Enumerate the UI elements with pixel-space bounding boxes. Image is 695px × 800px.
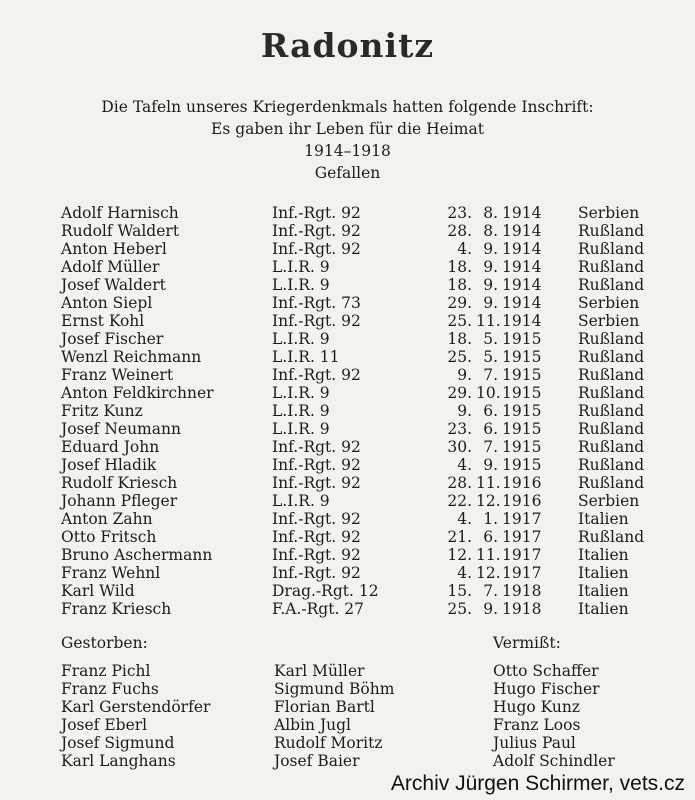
fallen-name: Franz Kriesch [61,600,172,618]
fallen-date-month: 8. [483,222,498,240]
fallen-date-year: 1915 [502,366,542,384]
missing-name: Adolf Schindler [493,752,615,770]
fallen-row [0,600,695,618]
fallen-date-day: 28. [447,474,472,492]
fallen-date-year: 1914 [502,294,542,312]
fallen-date-day: 18. [447,258,472,276]
fallen-date-year: 1914 [502,258,542,276]
fallen-date-month: 7. [483,366,498,384]
fallen-name: Franz Weinert [61,366,174,384]
fallen-date-day: 25. [447,600,472,618]
fallen-place: Serbien [578,294,640,312]
fallen-row [0,564,695,582]
fallen-date-year: 1914 [502,240,542,258]
fallen-date-day: 18. [447,276,472,294]
fallen-date-year: 1918 [502,600,542,618]
fallen-date-day: 23. [447,204,472,222]
fallen-place: Italien [578,564,629,582]
fallen-date-day: 23. [447,420,472,438]
fallen-date-year: 1917 [502,510,542,528]
fallen-unit: Inf.-Rgt. 92 [272,204,361,222]
fallen-place: Rußland [578,366,645,384]
fallen-date-day: 9. [457,366,472,384]
fallen-date-day: 21. [447,528,472,546]
fallen-date-year: 1914 [502,204,542,222]
fallen-place: Serbien [578,492,640,510]
died-name: Franz Pichl [61,662,151,680]
fallen-date-year: 1917 [502,564,542,582]
fallen-date-day: 22. [447,492,472,510]
missing-name: Hugo Fischer [493,680,600,698]
fallen-row [0,240,695,258]
fallen-name: Anton Feldkirchner [61,384,214,402]
died-name: Josef Sigmund [61,734,175,752]
fallen-row [0,402,695,420]
fallen-date-year: 1916 [502,492,542,510]
fallen-row [0,204,695,222]
fallen-name: Rudolf Kriesch [61,474,178,492]
fallen-name: Adolf Müller [61,258,160,276]
fallen-name: Ernst Kohl [61,312,145,330]
fallen-name: Johann Pfleger [61,492,178,510]
fallen-date-year: 1915 [502,456,542,474]
died-name: Karl Langhans [61,752,176,770]
fallen-name: Josef Waldert [61,276,166,294]
fallen-row [0,222,695,240]
fallen-date-month: 9. [483,456,498,474]
fallen-date-month: 12. [476,564,501,582]
died-list-column-1 [61,662,210,770]
fallen-date-day: 29. [447,294,472,312]
fallen-row [0,330,695,348]
fallen-name: Fritz Kunz [61,402,143,420]
fallen-date-month: 9. [483,294,498,312]
fallen-place: Rußland [578,456,645,474]
died-name: Josef Baier [274,752,360,770]
fallen-date-month: 12. [476,492,501,510]
fallen-row [0,456,695,474]
fallen-unit: L.I.R. 9 [272,258,330,276]
fallen-row [0,582,695,600]
fallen-place: Serbien [578,204,640,222]
fallen-unit: L.I.R. 9 [272,492,330,510]
fallen-date-month: 5. [483,330,498,348]
fallen-place: Serbien [578,312,640,330]
missing-heading: Vermißt: [493,634,561,652]
fallen-unit: L.I.R. 11 [272,348,340,366]
fallen-unit: L.I.R. 9 [272,402,330,420]
fallen-date-year: 1915 [502,348,542,366]
fallen-date-year: 1915 [502,438,542,456]
missing-name: Hugo Kunz [493,698,581,716]
died-name: Rudolf Moritz [274,734,383,752]
fallen-unit: L.I.R. 9 [272,384,330,402]
fallen-unit: Inf.-Rgt. 92 [272,240,361,258]
fallen-name: Josef Neumann [61,420,181,438]
fallen-place: Rußland [578,240,645,258]
archive-watermark: Archiv Jürgen Schirmer, vets.cz [385,770,687,798]
fallen-row [0,492,695,510]
intro-text [0,96,695,184]
fallen-unit: Inf.-Rgt. 92 [272,312,361,330]
fallen-date-month: 9. [483,258,498,276]
fallen-unit: F.A.-Rgt. 27 [272,600,365,618]
fallen-row [0,528,695,546]
fallen-name: Otto Fritsch [61,528,157,546]
fallen-place: Rußland [578,402,645,420]
fallen-place: Italien [578,510,629,528]
missing-list [493,662,615,770]
fallen-row [0,546,695,564]
fallen-date-day: 4. [457,240,472,258]
fallen-date-month: 7. [483,582,498,600]
fallen-name: Anton Heberl [61,240,167,258]
fallen-name: Josef Fischer [61,330,164,348]
fallen-date-day: 12. [447,546,472,564]
fallen-date-year: 1914 [502,312,542,330]
missing-name: Otto Schaffer [493,662,599,680]
fallen-date-day: 30. [447,438,472,456]
fallen-name: Adolf Harnisch [61,204,179,222]
missing-name: Julius Paul [493,734,576,752]
fallen-place: Rußland [578,222,645,240]
died-name: Florian Bartl [274,698,375,716]
missing-name: Franz Loos [493,716,581,734]
fallen-row [0,474,695,492]
died-list-column-2 [274,662,394,770]
fallen-unit: Inf.-Rgt. 92 [272,456,361,474]
fallen-name: Bruno Aschermann [61,546,213,564]
fallen-date-year: 1914 [502,276,542,294]
fallen-unit: Inf.-Rgt. 92 [272,438,361,456]
fallen-date-year: 1914 [502,222,542,240]
fallen-unit: Inf.-Rgt. 92 [272,474,361,492]
fallen-row [0,366,695,384]
intro-dedication-line: Es gaben ihr Leben für die Heimat [211,120,484,138]
fallen-name: Rudolf Waldert [61,222,180,240]
fallen-date-day: 25. [447,348,472,366]
fallen-date-day: 18. [447,330,472,348]
died-name: Albin Jugl [274,716,352,734]
fallen-date-year: 1917 [502,528,542,546]
fallen-place: Rußland [578,438,645,456]
fallen-date-month: 10. [476,384,501,402]
page-title: Radonitz [260,26,435,65]
fallen-name: Wenzl Reichmann [61,348,202,366]
fallen-date-day: 4. [457,456,472,474]
fallen-heading: Gefallen [314,164,381,182]
fallen-name: Anton Siepl [61,294,153,312]
fallen-place: Rußland [578,348,645,366]
fallen-unit: Inf.-Rgt. 92 [272,528,361,546]
fallen-date-month: 11. [476,312,501,330]
fallen-date-month: 6. [483,402,498,420]
intro-years-line: 1914–1918 [304,142,391,160]
died-heading: Gestorben: [61,634,148,652]
intro-inscription-line: Die Tafeln unseres Kriegerdenkmals hatten folgende Inschrift: [101,98,594,116]
fallen-date-day: 25. [447,312,472,330]
fallen-date-month: 11. [476,474,501,492]
fallen-place: Rußland [578,276,645,294]
fallen-date-month: 11. [476,546,501,564]
fallen-unit: Inf.-Rgt. 73 [272,294,361,312]
fallen-name: Eduard John [61,438,160,456]
fallen-date-month: 9. [483,276,498,294]
fallen-place: Italien [578,600,629,618]
fallen-date-day: 15. [447,582,472,600]
fallen-date-month: 9. [483,600,498,618]
died-name: Sigmund Böhm [274,680,395,698]
fallen-unit: Inf.-Rgt. 92 [272,366,361,384]
fallen-name: Josef Hladik [61,456,157,474]
fallen-unit: Inf.-Rgt. 92 [272,510,361,528]
fallen-date-year: 1915 [502,402,542,420]
fallen-unit: L.I.R. 9 [272,330,330,348]
fallen-date-month: 1. [483,510,498,528]
fallen-row [0,312,695,330]
fallen-row [0,510,695,528]
fallen-date-year: 1916 [502,474,542,492]
fallen-name: Karl Wild [61,582,135,600]
fallen-date-year: 1915 [502,330,542,348]
fallen-date-month: 7. [483,438,498,456]
fallen-place: Italien [578,582,629,600]
died-name: Franz Fuchs [61,680,159,698]
fallen-row [0,258,695,276]
fallen-row [0,294,695,312]
fallen-row [0,384,695,402]
fallen-date-month: 9. [483,240,498,258]
fallen-unit: Inf.-Rgt. 92 [272,564,361,582]
fallen-place: Rußland [578,420,645,438]
fallen-date-month: 5. [483,348,498,366]
fallen-row [0,276,695,294]
fallen-date-year: 1915 [502,420,542,438]
fallen-date-month: 8. [483,204,498,222]
died-name: Karl Gerstendörfer [61,698,211,716]
fallen-date-year: 1918 [502,582,542,600]
fallen-place: Rußland [578,330,645,348]
fallen-row [0,438,695,456]
fallen-place: Rußland [578,528,645,546]
fallen-place: Italien [578,546,629,564]
fallen-name: Anton Zahn [61,510,153,528]
fallen-date-month: 6. [483,420,498,438]
fallen-date-year: 1915 [502,384,542,402]
fallen-date-day: 29. [447,384,472,402]
fallen-place: Rußland [578,258,645,276]
fallen-list [0,204,695,618]
fallen-date-day: 4. [457,564,472,582]
fallen-date-year: 1917 [502,546,542,564]
fallen-unit: L.I.R. 9 [272,420,330,438]
fallen-unit: L.I.R. 9 [272,276,330,294]
fallen-unit: Inf.-Rgt. 92 [272,546,361,564]
died-name: Karl Müller [274,662,365,680]
fallen-unit: Drag.-Rgt. 12 [272,582,379,600]
died-name: Josef Eberl [61,716,148,734]
fallen-unit: Inf.-Rgt. 92 [272,222,361,240]
fallen-place: Rußland [578,384,645,402]
fallen-row [0,348,695,366]
fallen-place: Rußland [578,474,645,492]
fallen-date-day: 4. [457,510,472,528]
fallen-name: Franz Wehnl [61,564,161,582]
fallen-row [0,420,695,438]
fallen-date-month: 6. [483,528,498,546]
fallen-date-day: 28. [447,222,472,240]
fallen-date-day: 9. [457,402,472,420]
